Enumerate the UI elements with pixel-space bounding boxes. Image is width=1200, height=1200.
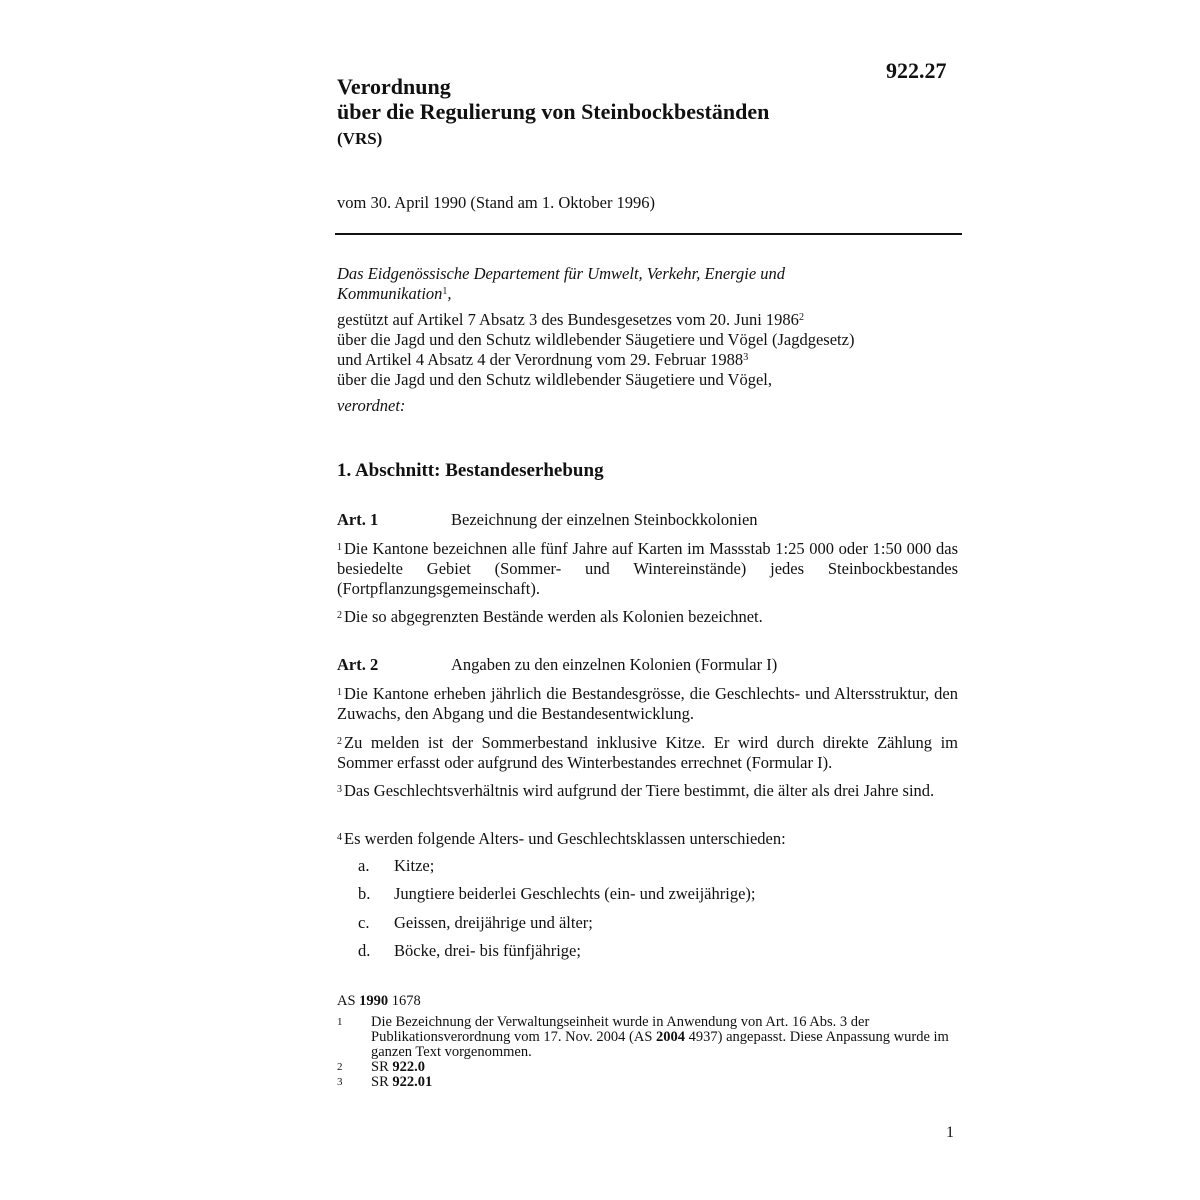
paragraph-text: Die so abgegrenzten Bestände werden als Kolonien bezeichnet. — [344, 607, 763, 626]
list-letter: a. — [358, 856, 370, 875]
footnote-3-prefix: SR — [371, 1074, 389, 1090]
list-letter: b. — [358, 884, 371, 903]
issuer-line-1: Das Eidgenössische Departement für Umwelt, Verkehr, Energie und — [337, 264, 786, 283]
footnote-1 — [337, 1015, 959, 1060]
article-1-heading — [337, 510, 758, 530]
article-1-title: Bezeichnung der einzelnen Steinbockkolonien — [451, 510, 758, 529]
basis-text-3: und Artikel 4 Absatz 4 der Verordnung vom 29. Februar 1988 — [337, 350, 744, 369]
sr-number: 922.27 — [886, 58, 947, 83]
list-letter: c. — [358, 913, 370, 932]
list-item — [358, 941, 581, 961]
paragraph-text: Es werden folgende Alters- und Geschlechtsklassen unterschieden: — [344, 829, 786, 848]
footnote-1-text-a: Die Bezeichnung der Verwaltungseinheit wurde in Anwendung von Art. 16 Abs. 3 der Publikationsverordnung vom 17. Nov. 2004 (AS — [371, 1014, 870, 1045]
article-2-paragraph-2 — [337, 732, 958, 773]
paragraph-number: 3 — [337, 784, 342, 795]
paragraph-text: Die Kantone erheben jährlich die Bestandesgrösse, die Geschlechts- und Altersstruktur, den Zuwachs, den Abgang und die Bestandesentwicklung. — [337, 684, 958, 723]
issuer — [337, 264, 959, 304]
footnote-number: 1 — [337, 1016, 343, 1028]
legal-basis — [337, 310, 959, 390]
footnote-ref-3[interactable]: 3 — [743, 352, 749, 363]
basis-line-1 — [337, 310, 959, 330]
official-collection-ref — [337, 994, 959, 1009]
paragraph-text: Das Geschlechtsverhältnis wird aufgrund der Tiere bestimmt, die älter als drei Jahre sind. — [344, 781, 935, 800]
footnote-2-ref[interactable]: 922.0 — [392, 1059, 425, 1075]
basis-text-1: gestützt auf Artikel 7 Absatz 3 des Bundesgesetzes vom 20. Juni 1986 — [337, 310, 799, 329]
section-heading: 1. Abschnitt: Bestandeserhebung — [337, 460, 604, 481]
basis-line-4: über die Jagd und den Schutz wildlebender Säugetiere und Vögel, — [337, 370, 772, 389]
preamble — [337, 264, 959, 416]
footnote-text — [371, 1015, 959, 1060]
footnote-text — [371, 1075, 959, 1090]
article-2-paragraph-4 — [337, 828, 958, 849]
article-2-number: Art. 2 — [337, 655, 379, 674]
paragraph-number: 1 — [337, 687, 342, 698]
basis-line-2: über die Jagd und den Schutz wildlebender Säugetiere und Vögel (Jagdgesetz) — [337, 330, 855, 349]
paragraph-number: 1 — [337, 542, 342, 553]
footnote-2 — [337, 1060, 959, 1075]
footnote-ref-1[interactable]: 1 — [442, 286, 448, 297]
article-2-paragraph-1 — [337, 683, 958, 724]
paragraph-number: 4 — [337, 832, 342, 843]
article-2-title: Angaben zu den einzelnen Kolonien (Formular I) — [451, 655, 778, 674]
list-text: Kitze; — [394, 856, 435, 875]
article-2-paragraph-3 — [337, 780, 958, 801]
article-1-paragraph-2 — [337, 606, 958, 627]
article-2-heading — [337, 655, 777, 675]
document-title — [337, 74, 769, 124]
footnote-1-text-b: 4937) angepasst. Diese Anpassung wurde im ganzen Text vorgenommen. — [371, 1029, 949, 1060]
footnote-text — [371, 1060, 959, 1075]
title-line-2: über die Regulierung von Steinbockbeständen — [337, 99, 770, 124]
list-item — [358, 856, 434, 876]
header-rule — [335, 233, 962, 235]
footnotes — [337, 994, 959, 1090]
as-prefix: AS — [337, 993, 356, 1009]
as-year: 1990 — [359, 993, 389, 1009]
paragraph-number: 2 — [337, 736, 342, 747]
paragraph-text: Die Kantone bezeichnen alle fünf Jahre auf Karten im Massstab 1:25 000 oder 1:50 000 das besiedelte Gebiet (Sommer- und Wintereinstände) jedes Steinbockbestandes (Fortpflanzungsgemeinschaft). — [337, 539, 958, 598]
footnote-3-ref[interactable]: 922.01 — [392, 1074, 433, 1090]
list-text: Jungtiere beiderlei Geschlechts (ein- und zweijährige); — [394, 884, 756, 903]
paragraph-text: Zu melden ist der Sommerbestand inklusive Kitze. Er wird durch direkte Zählung im Sommer erfasst oder aufgrund des Winterbestandes errechnet (Formular I). — [337, 733, 958, 772]
verordnet: verordnet: — [337, 396, 406, 415]
footnote-2-prefix: SR — [371, 1059, 389, 1075]
page-number: 1 — [946, 1124, 954, 1141]
issuer-line-2 — [337, 284, 959, 304]
footnote-number: 2 — [337, 1061, 343, 1073]
issuer-name: Kommunikation — [337, 284, 443, 303]
basis-line-3 — [337, 350, 959, 370]
footnote-3 — [337, 1075, 959, 1090]
list-item — [358, 884, 755, 904]
footnote-ref-2[interactable]: 2 — [798, 312, 804, 323]
list-text: Geissen, dreijährige und älter; — [394, 913, 593, 932]
list-item — [358, 913, 593, 933]
issuer-comma: , — [447, 284, 452, 303]
article-1-paragraph-1 — [337, 538, 958, 599]
paragraph-number: 2 — [337, 610, 342, 621]
date-line: vom 30. April 1990 (Stand am 1. Oktober 1996) — [337, 193, 656, 212]
list-text: Böcke, drei- bis fünfjährige; — [394, 941, 581, 960]
footnote-1-year: 2004 — [656, 1029, 686, 1045]
as-page: 1678 — [391, 993, 421, 1009]
list-letter: d. — [358, 941, 371, 960]
footnote-number: 3 — [337, 1076, 343, 1088]
article-1-number: Art. 1 — [337, 510, 379, 529]
abbreviation: (VRS) — [337, 129, 383, 148]
title-line-1: Verordnung — [337, 74, 451, 99]
